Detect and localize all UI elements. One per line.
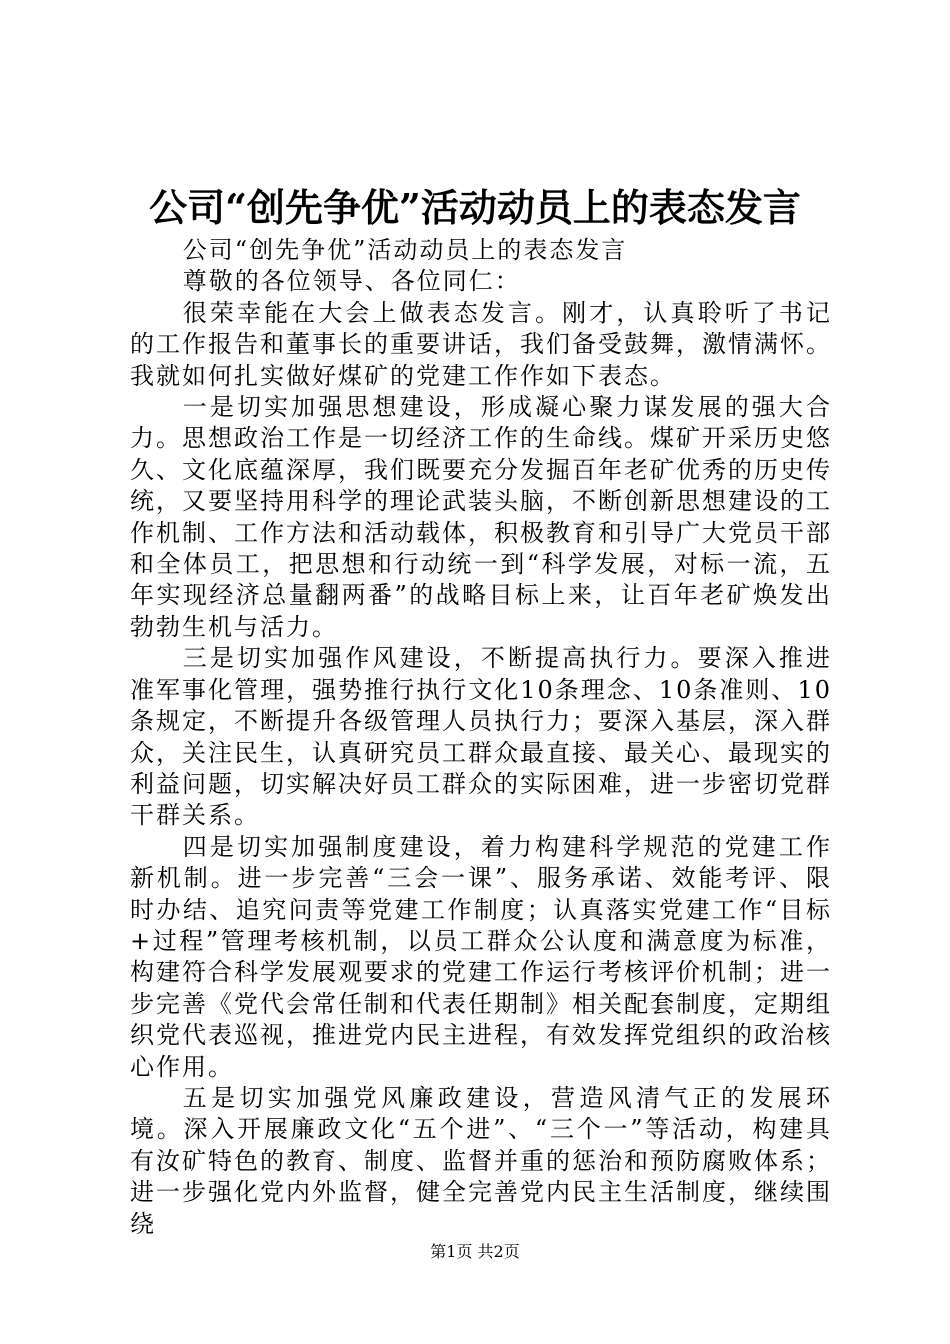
salutation: 尊敬的各位领导、各位同仁： xyxy=(182,267,521,296)
paragraph-point-4: 四是切实加强制度建设，着力构建科学规范的党建工作新机制。进一步完善“三会一课”、服务承诺、效能考评、限时办结、追究问责等党建工作制度；认真落实党建工作“目标+过程”管理考核机制，以员工群众公认度和满意度为标准，构建符合科学发展观要求的党建工作运行考核评价机制；进一步完善《党代会常任制和代表任期制》相关配套制度，定期组织党代表巡视，推进党内民主进程，有效发挥党组织的政治核心作用。 xyxy=(130,832,832,1081)
paragraph-point-3: 三是切实加强作风建设，不断提高执行力。要深入推进准军事化管理，强势推行执行文化10条理念、10条准则、10条规定，不断提升各级管理人员执行力；要深入基层，深入群众，关注民生，认真研究员工群众最直接、最关心、最现实的利益问题，切实解决好员工群众的实际困难，进一步密切党群干群关系。 xyxy=(130,644,832,830)
document-title: 公司“创先争优”活动动员上的表态发言 xyxy=(149,185,801,230)
document-body xyxy=(130,235,832,1240)
paragraph-point-5: 五是切实加强党风廉政建设，营造风清气正的发展环境。深入开展廉政文化“五个进”、“三个一”等活动，构建具有汝矿特色的教育、制度、监督并重的惩治和预防腐败体系；进一步强化党内外监督，健全完善党内民主生活制度，继续围绕 xyxy=(130,1083,832,1238)
paragraph-intro: 很荣幸能在大会上做表态发言。刚才，认真聆听了书记的工作报告和董事长的重要讲话，我们备受鼓舞，激情满怀。我就如何扎实做好煤矿的党建工作作如下表态。 xyxy=(130,298,832,390)
paragraph-point-1: 一是切实加强思想建设，形成凝心聚力谋发展的强大合力。思想政治工作是一切经济工作的生命线。煤矿开采历史悠久、文化底蕴深厚，我们既要充分发掘百年老矿优秀的历史传统，又要坚持用科学的理论武装头脑，不断创新思想建设的工作机制、工作方法和活动载体，积极教育和引导广大党员干部和全体员工，把思想和行动统一到“科学发展，对标一流，五年实现经济总量翻两番”的战略目标上来，让百年老矿焕发出勃勃生机与活力。 xyxy=(130,393,832,641)
body-heading-line: 公司“创先争优”活动动员上的表态发言 xyxy=(182,236,628,264)
page-number-footer: 第1页 共2页 xyxy=(430,1242,520,1261)
